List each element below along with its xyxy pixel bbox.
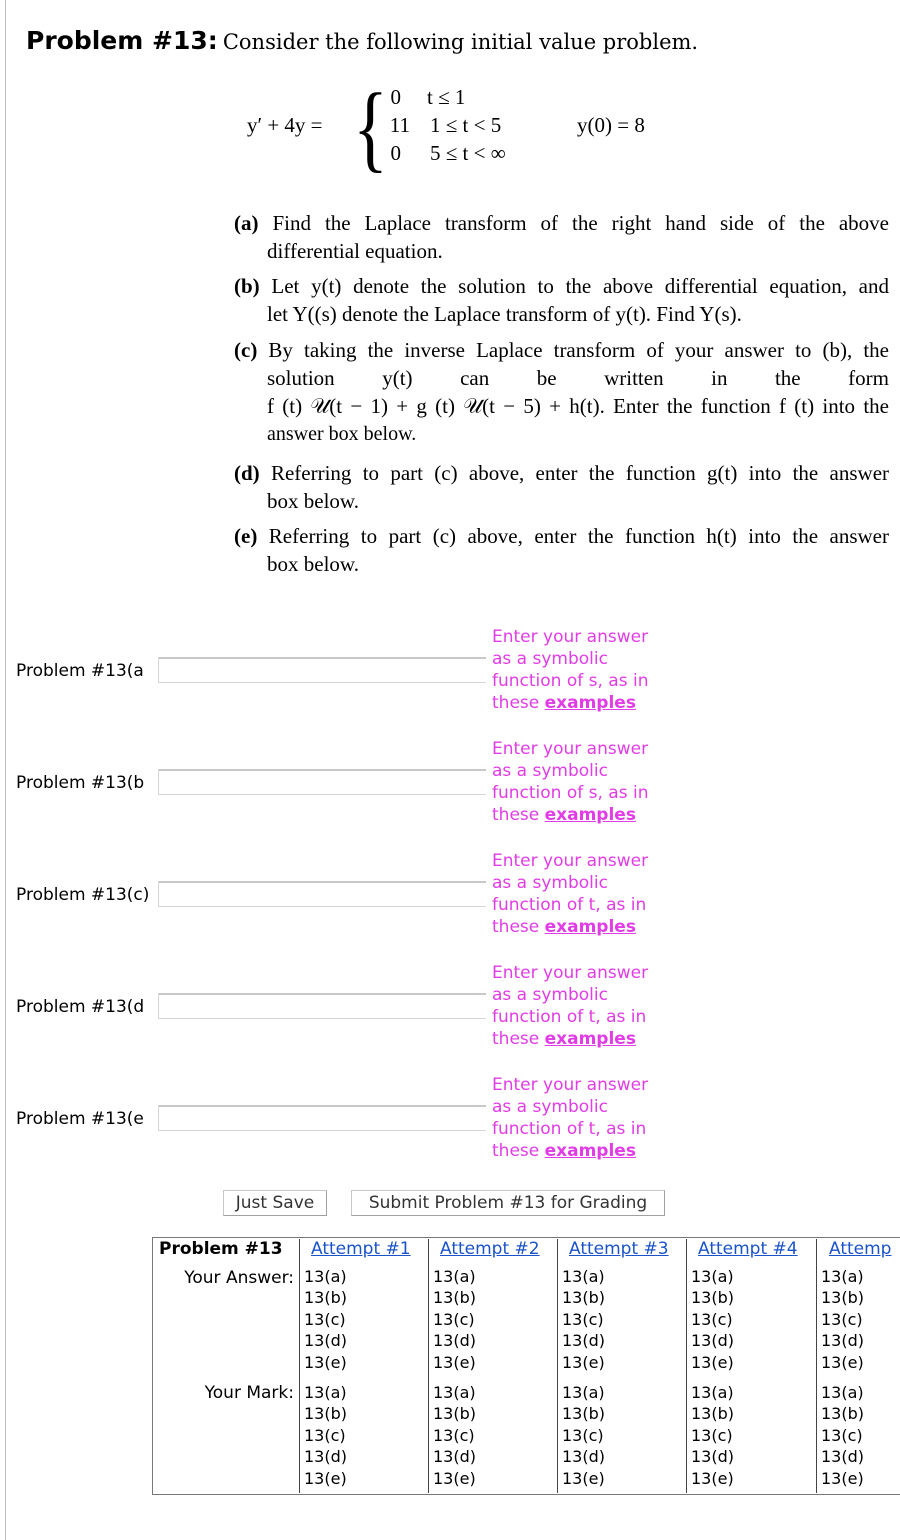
attempt-link[interactable]: Attempt #4 bbox=[698, 1239, 798, 1259]
part-label: (c) bbox=[234, 338, 258, 362]
attempt-answer-cell bbox=[821, 1266, 864, 1373]
column-divider bbox=[686, 1239, 687, 1493]
attempt-part-label: 13(e) bbox=[304, 1352, 347, 1372]
part-text: box below. bbox=[267, 489, 359, 513]
attempt-part-label: 13(b) bbox=[562, 1404, 605, 1424]
hint-line: as a symbolic bbox=[492, 649, 608, 669]
attempt-part-label: 13(c) bbox=[433, 1425, 475, 1445]
submit-button[interactable]: Submit Problem #13 for Grading bbox=[351, 1190, 665, 1216]
answer-hint bbox=[492, 738, 682, 826]
attempt-part-label: 13(c) bbox=[562, 1425, 604, 1445]
attempt-part-label: 13(b) bbox=[304, 1288, 347, 1308]
attempt-part-label: 13(e) bbox=[304, 1468, 347, 1488]
part-text: Referring to part (c) above, enter the function h(t) into the answer bbox=[268, 524, 889, 548]
answer-label: Problem #13(a bbox=[16, 661, 144, 681]
attempt-part-label: 13(c) bbox=[821, 1309, 863, 1329]
hint-line: as a symbolic bbox=[492, 985, 608, 1005]
attempt-part-label: 13(e) bbox=[562, 1468, 605, 1488]
attempt-part-label: 13(a) bbox=[433, 1267, 476, 1286]
attempt-part-label: 13(d) bbox=[821, 1447, 864, 1467]
attempt-part-label: 13(d) bbox=[562, 1447, 605, 1467]
part-label: (b) bbox=[234, 274, 260, 298]
column-divider bbox=[557, 1239, 558, 1493]
hint-line: these bbox=[492, 805, 540, 825]
attempt-answer-cell bbox=[304, 1266, 347, 1373]
attempt-part-label: 13(b) bbox=[562, 1288, 605, 1308]
hint-line: function of s, as in bbox=[492, 783, 649, 803]
attempt-part-label: 13(d) bbox=[433, 1331, 476, 1351]
attempt-part-label: 13(b) bbox=[821, 1288, 864, 1308]
answer-input-e[interactable] bbox=[158, 1105, 486, 1131]
part-a bbox=[234, 209, 889, 265]
part-label: (e) bbox=[234, 524, 258, 548]
case-condition: 1 ≤ t < 5 bbox=[430, 113, 502, 137]
examples-link[interactable]: examples bbox=[544, 805, 636, 825]
part-text: By taking the inverse Laplace transform of your answer to (b), the bbox=[268, 338, 889, 362]
part-text: f (t) 𝒰(t − 1) + g (t) 𝒰(t − 5) + h(t). Enter the function f (t) into the bbox=[267, 394, 889, 418]
attempt-part-label: 13(e) bbox=[821, 1468, 864, 1488]
your-answer-label: Your Answer: bbox=[184, 1268, 294, 1288]
attempt-mark-cell bbox=[691, 1382, 734, 1489]
attempt-part-label: 13(e) bbox=[433, 1352, 476, 1372]
answer-label: Problem #13(d bbox=[16, 997, 145, 1017]
attempt-part-label: 13(a) bbox=[821, 1267, 864, 1286]
attempt-part-label: 13(a) bbox=[304, 1383, 347, 1402]
attempt-part-label: 13(a) bbox=[821, 1383, 864, 1402]
attempt-header bbox=[829, 1239, 891, 1259]
case-value: 0 bbox=[390, 85, 401, 109]
left-brace: { bbox=[353, 74, 388, 181]
attempt-part-label: 13(b) bbox=[433, 1288, 476, 1308]
part-label: (d) bbox=[234, 461, 260, 485]
left-border bbox=[5, 0, 6, 1540]
answer-hint bbox=[492, 1074, 682, 1162]
attempt-header bbox=[440, 1239, 540, 1259]
answer-hint bbox=[492, 962, 682, 1050]
problem-header bbox=[26, 26, 698, 55]
case-value: 0 bbox=[390, 141, 401, 165]
answer-input-a[interactable] bbox=[158, 657, 486, 683]
attempt-part-label: 13(d) bbox=[304, 1331, 347, 1351]
part-text: let Y((s) denote the Laplace transform of y(t). Find Y(s). bbox=[267, 302, 742, 326]
hint-line: function of s, as in bbox=[492, 671, 649, 691]
column-divider bbox=[816, 1239, 817, 1493]
attempt-part-label: 13(a) bbox=[691, 1383, 734, 1402]
hint-line: Enter your answer bbox=[492, 851, 649, 871]
attempt-header bbox=[698, 1239, 798, 1259]
attempt-part-label: 13(e) bbox=[433, 1468, 476, 1488]
attempt-part-label: 13(c) bbox=[304, 1309, 346, 1329]
initial-condition: y(0) = 8 bbox=[577, 113, 645, 137]
answer-label: Problem #13(b bbox=[16, 773, 145, 793]
attempt-part-label: 13(b) bbox=[691, 1288, 734, 1308]
attempt-part-label: 13(c) bbox=[433, 1309, 475, 1329]
hint-line: Enter your answer bbox=[492, 963, 649, 983]
answer-input-d[interactable] bbox=[158, 993, 486, 1019]
attempt-part-label: 13(c) bbox=[691, 1309, 733, 1329]
attempt-mark-cell bbox=[433, 1382, 476, 1489]
attempt-mark-cell bbox=[821, 1382, 864, 1489]
part-text: Let y(t) denote the solution to the above differential equation, and bbox=[271, 274, 890, 298]
column-divider bbox=[428, 1239, 429, 1493]
hint-line: function of t, as in bbox=[492, 1007, 647, 1027]
hint-line: as a symbolic bbox=[492, 761, 608, 781]
examples-link[interactable]: examples bbox=[544, 1029, 636, 1049]
attempt-part-label: 13(a) bbox=[562, 1383, 605, 1402]
attempt-link[interactable]: Attempt #1 bbox=[311, 1239, 411, 1259]
attempt-part-label: 13(d) bbox=[691, 1331, 734, 1351]
equation-lhs: y′ + 4y = bbox=[247, 113, 323, 137]
attempt-link[interactable]: Attempt #3 bbox=[569, 1239, 669, 1259]
hint-line: these bbox=[492, 1141, 540, 1161]
attempt-part-label: 13(d) bbox=[821, 1331, 864, 1351]
answer-label: Problem #13(e bbox=[16, 1109, 144, 1129]
examples-link[interactable]: examples bbox=[544, 1141, 636, 1161]
problem-title: Problem #13: bbox=[26, 26, 218, 55]
attempt-part-label: 13(e) bbox=[821, 1352, 864, 1372]
hint-line: as a symbolic bbox=[492, 873, 608, 893]
answer-input-b[interactable] bbox=[158, 769, 486, 795]
attempt-part-label: 13(e) bbox=[691, 1468, 734, 1488]
case-condition: t ≤ 1 bbox=[427, 85, 466, 109]
your-mark-label: Your Mark: bbox=[204, 1383, 294, 1403]
hint-line: these bbox=[492, 917, 540, 937]
attempt-part-label: 13(e) bbox=[691, 1352, 734, 1372]
part-c bbox=[234, 336, 889, 448]
part-text: answer box below. bbox=[267, 423, 417, 445]
hint-line: Enter your answer bbox=[492, 627, 649, 647]
attempt-part-label: 13(b) bbox=[304, 1404, 347, 1424]
attempt-answer-cell bbox=[433, 1266, 476, 1373]
part-text: Referring to part (c) above, enter the function g(t) into the answer bbox=[270, 461, 890, 485]
hint-line: Enter your answer bbox=[492, 739, 649, 759]
answer-input-c[interactable] bbox=[158, 881, 486, 907]
case-condition: 5 ≤ t < ∞ bbox=[430, 141, 506, 165]
case-value: 11 bbox=[389, 113, 410, 137]
attempt-part-label: 13(d) bbox=[433, 1447, 476, 1467]
hint-line: function of t, as in bbox=[492, 895, 647, 915]
part-text: solution y(t) can be written in the form bbox=[267, 366, 889, 390]
part-d bbox=[234, 459, 889, 515]
attempt-part-label: 13(a) bbox=[433, 1383, 476, 1402]
part-text: box below. bbox=[267, 552, 359, 576]
attempt-header bbox=[569, 1239, 669, 1259]
attempt-part-label: 13(d) bbox=[562, 1331, 605, 1351]
attempt-answer-cell bbox=[562, 1266, 605, 1373]
hint-line: function of t, as in bbox=[492, 1119, 647, 1139]
hint-line: these bbox=[492, 693, 540, 713]
problem-intro: Consider the following initial value problem. bbox=[222, 30, 699, 54]
table-header: Problem #13 bbox=[159, 1239, 283, 1259]
attempt-mark-cell bbox=[562, 1382, 605, 1489]
part-label: (a) bbox=[234, 211, 259, 235]
part-b bbox=[234, 272, 889, 328]
hint-line: these bbox=[492, 1029, 540, 1049]
hint-line: Enter your answer bbox=[492, 1075, 649, 1095]
attempt-link[interactable]: Attemp bbox=[829, 1239, 892, 1259]
attempt-part-label: 13(b) bbox=[821, 1404, 864, 1424]
attempt-answer-cell bbox=[691, 1266, 734, 1373]
part-text: differential equation. bbox=[267, 239, 443, 263]
attempt-part-label: 13(c) bbox=[562, 1309, 604, 1329]
just-save-button[interactable]: Just Save bbox=[223, 1190, 327, 1216]
examples-link[interactable]: examples bbox=[544, 693, 636, 713]
attempt-part-label: 13(c) bbox=[821, 1425, 863, 1445]
attempt-part-label: 13(a) bbox=[691, 1267, 734, 1286]
attempt-part-label: 13(a) bbox=[304, 1267, 347, 1286]
attempt-part-label: 13(c) bbox=[691, 1425, 733, 1445]
attempt-part-label: 13(b) bbox=[433, 1404, 476, 1424]
attempt-part-label: 13(a) bbox=[562, 1267, 605, 1286]
attempt-mark-cell bbox=[304, 1382, 347, 1489]
attempt-part-label: 13(e) bbox=[562, 1352, 605, 1372]
attempt-header bbox=[311, 1239, 411, 1259]
part-text: Find the Laplace transform of the right hand side of the above bbox=[272, 211, 890, 235]
hint-line: as a symbolic bbox=[492, 1097, 608, 1117]
answer-hint bbox=[492, 626, 682, 714]
attempt-part-label: 13(c) bbox=[304, 1425, 346, 1445]
examples-link[interactable]: examples bbox=[544, 917, 636, 937]
attempt-part-label: 13(b) bbox=[691, 1404, 734, 1424]
answer-label: Problem #13(c) bbox=[16, 885, 150, 905]
answer-hint bbox=[492, 850, 682, 938]
column-divider bbox=[299, 1239, 300, 1493]
part-e bbox=[234, 522, 889, 578]
attempt-link[interactable]: Attempt #2 bbox=[440, 1239, 540, 1259]
attempt-part-label: 13(d) bbox=[691, 1447, 734, 1467]
attempt-part-label: 13(d) bbox=[304, 1447, 347, 1467]
